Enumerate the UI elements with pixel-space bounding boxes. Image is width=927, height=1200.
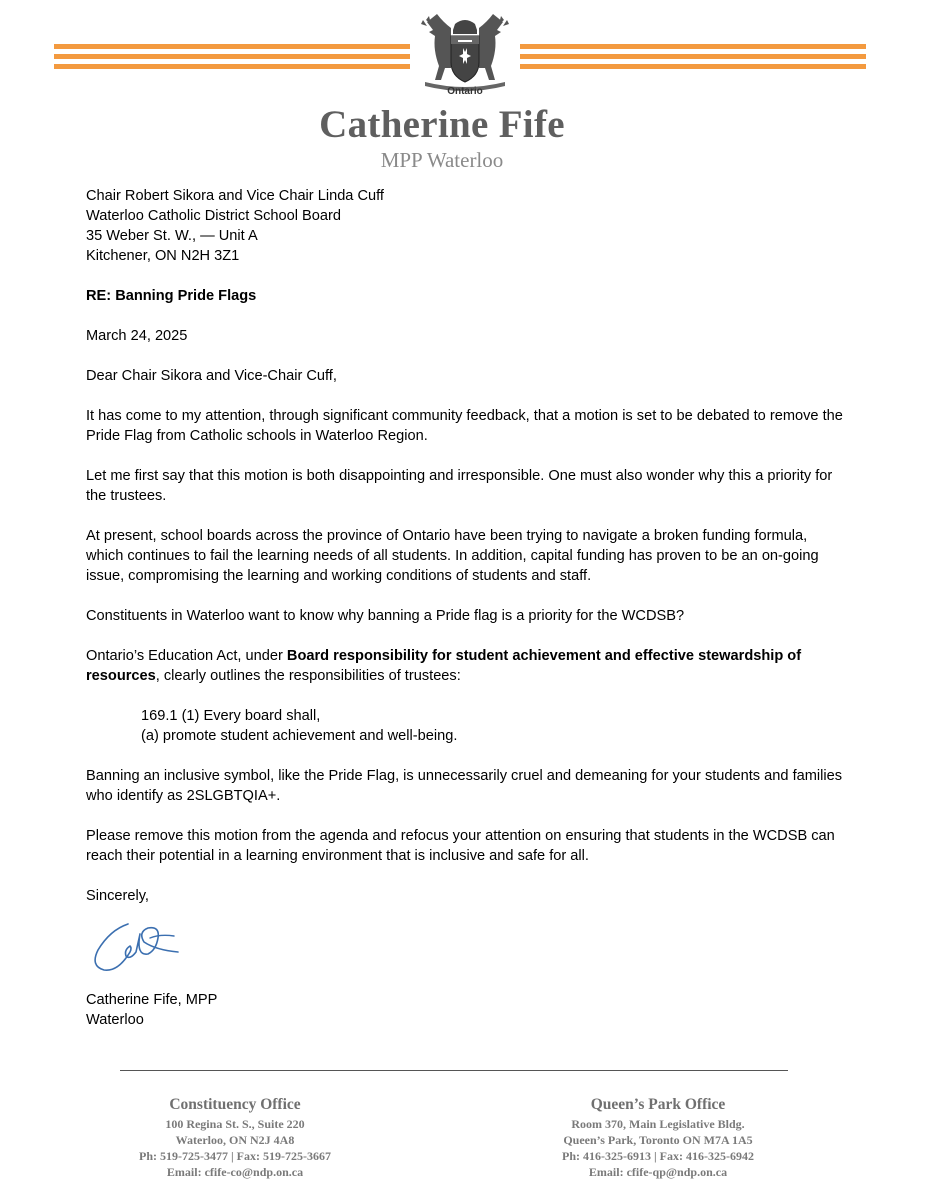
signer-name: Catherine Fife, MPP [86, 992, 218, 1008]
recipient-line: 35 Weber St. W., — Unit A [86, 228, 258, 244]
recipient-line: Waterloo Catholic District School Board [86, 208, 341, 224]
body-paragraph: At present, school boards across the province of Ontario have been trying to navigate a broken funding formula, which continues to fail the learning needs of all students. In addition, capital funding has proven to be an on-going issue, compromising the learning and working conditions of students and staff. [86, 528, 819, 584]
letterhead-name: Catherine Fife [319, 103, 565, 146]
subject-line: RE: Banning Pride Flags [86, 288, 257, 304]
handwritten-signature [88, 912, 188, 982]
body-paragraph [86, 646, 846, 686]
body-paragraph: Banning an inclusive symbol, like the Pride Flag, is unnecessarily cruel and demeaning for your students and families who identify as 2SLGBTQIA+. [86, 768, 843, 804]
office-phone: Ph: 519-725-3477 | Fax: 519-725-3667 [139, 1149, 331, 1163]
act-quotation [86, 706, 846, 746]
office-email: Email: cfife-co@ndp.on.ca [166, 1165, 304, 1179]
office-address: Room 370, Main Legislative Bldg. [571, 1117, 745, 1131]
office-phone: Ph: 416-325-6913 | Fax: 416-325-6942 [562, 1149, 754, 1163]
recipient-line: Chair Robert Sikora and Vice Chair Linda Cuff [86, 188, 384, 204]
letter-body [86, 186, 846, 926]
office-title: Constituency Office [169, 1096, 301, 1113]
quote-line: (a) promote student achievement and well-being. [141, 728, 458, 744]
recipient-address [86, 186, 846, 266]
letterhead-title: MPP Waterloo [380, 148, 504, 172]
closing: Sincerely, [86, 888, 149, 904]
office-address: Queen’s Park, Toronto ON M7A 1A5 [563, 1133, 753, 1147]
recipient-line: Kitchener, ON N2H 3Z1 [86, 248, 240, 264]
body-paragraph: Let me first say that this motion is both disappointing and irresponsible. One must also wonder why this a priority for the trustees. [86, 468, 833, 504]
office-address: 100 Regina St. S., Suite 220 [165, 1117, 305, 1131]
office-address: Waterloo, ON N2J 4A8 [175, 1133, 295, 1147]
body-paragraph: Please remove this motion from the agenda and refocus your attention on ensuring that students in the WCDSB can reach their potential in a learning environment that is inclusive and safe for all. [86, 828, 835, 864]
queens-park-office [508, 1096, 808, 1180]
crest-label: Ontario [447, 86, 483, 97]
salutation: Dear Chair Sikora and Vice-Chair Cuff, [86, 368, 337, 384]
constituency-office [85, 1096, 385, 1180]
quote-line: 169.1 (1) Every board shall, [141, 708, 321, 724]
body-paragraph: Constituents in Waterloo want to know why banning a Pride flag is a priority for the WCDSB? [86, 608, 685, 624]
signer-block [86, 990, 217, 1030]
education-act-intro: Ontario’s Education Act, under [86, 648, 287, 664]
education-act-outro: , clearly outlines the responsibilities of trustees: [155, 668, 461, 684]
footer-divider [120, 1070, 788, 1071]
body-paragraph: It has come to my attention, through significant community feedback, that a motion is set to be debated to remove the Pride Flag from Catholic schools in Waterloo Region. [86, 408, 843, 444]
education-act-section-title: Board responsibility for student achievement and effective stewardship of resources [86, 648, 802, 684]
office-title: Queen’s Park Office [590, 1096, 726, 1113]
office-email: Email: cfife-qp@ndp.on.ca [588, 1165, 728, 1179]
signer-riding: Waterloo [86, 1012, 144, 1028]
letter-date: March 24, 2025 [86, 328, 188, 344]
